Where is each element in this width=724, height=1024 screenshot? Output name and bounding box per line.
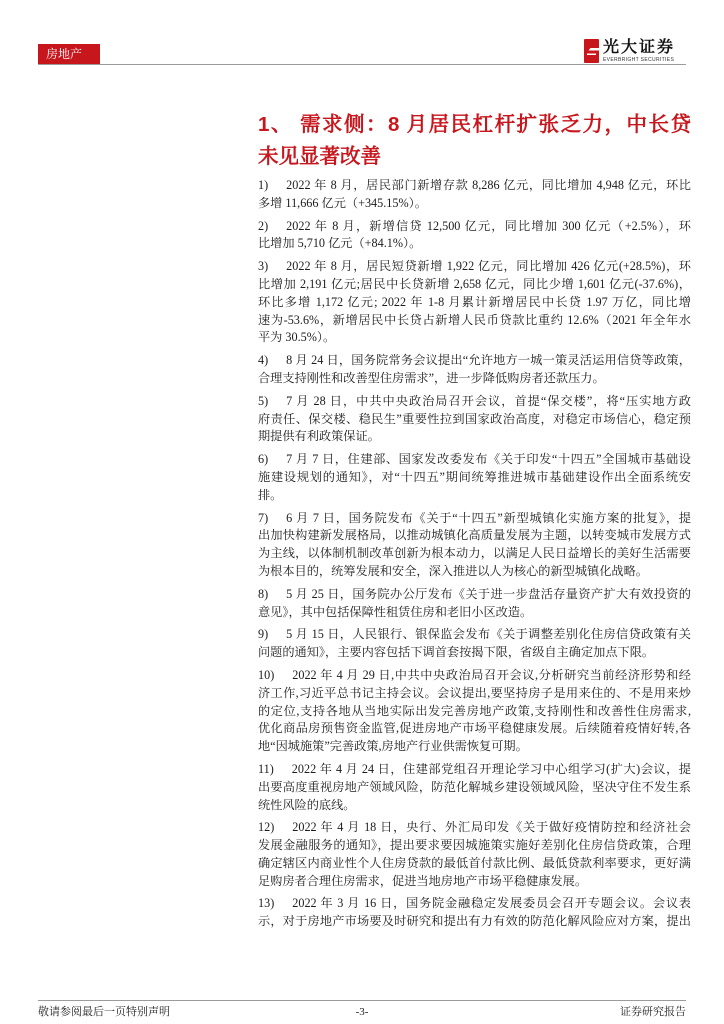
line-text: 2022 年 3 月 16 日，国务院金融稳定发展委员会召开专题会议。会议表 — [292, 896, 691, 911]
paragraph-line — [258, 258, 691, 276]
item-number: 5) — [258, 393, 269, 408]
line-text: 7 月 28 日，中共中央政治局召开会议，首提“保交楼”，将“压实地方政 — [286, 393, 691, 408]
brand-logo — [584, 38, 686, 64]
paragraph-line — [258, 685, 691, 703]
line-text: 济工作,习近平总书记主持会议。会议提出,要坚持房子是用来住的、不是用来炒 — [258, 685, 691, 700]
paragraph-line — [258, 276, 691, 294]
line-text: 的定位,支持各地从当地实际出发完善房地产政策,支持刚性和改善性住房需求, — [258, 703, 691, 718]
paragraph-line — [258, 738, 691, 756]
item-number: 11) — [258, 761, 274, 776]
line-text: 府责任、保交楼、稳民生”重要性拉到国家政治高度，对稳定市场信心，稳定预 — [258, 411, 691, 426]
numbered-paragraph — [258, 819, 691, 890]
line-text: 环比多增 1,172 亿元; 2022 年 1-8 月累计新增居民中长贷 1.97 万亿，同比增 — [258, 294, 691, 309]
numbered-paragraph — [258, 626, 691, 662]
line-text: 比增加 5,710 亿元（+84.1%）。 — [258, 236, 422, 251]
numbered-paragraph — [258, 393, 691, 446]
footer-disclaimer: 敬请参阅最后一页特别声明 — [38, 1006, 170, 1018]
line-text: 2022 年 4 月 18 日，央行、外汇局印发《关于做好疫情防控和经济社会 — [292, 820, 691, 835]
line-text: 7 月 7 日，住建部、国家发改委发布《关于印发“十四五”全国城市基础设 — [286, 452, 691, 467]
paragraph-line — [258, 451, 691, 469]
paragraph-line — [258, 913, 691, 931]
line-text: 确定辖区内商业性个人住房贷款的最低首付款比例、最低贷款利率要求，更好满 — [258, 855, 691, 870]
logo-name: 光大证券 — [603, 39, 676, 56]
paragraph-line — [258, 895, 691, 913]
line-text: 6 月 7 日，国务院发布《关于“十四五”新型城镇化实施方案的批复》，提 — [286, 510, 691, 525]
footer-doc-type: 证券研究报告 — [620, 1006, 686, 1018]
paragraph-line — [258, 469, 691, 487]
paragraph-line — [258, 703, 691, 721]
paragraph-line — [258, 370, 691, 388]
item-number: 12) — [258, 820, 275, 835]
paragraph-line — [258, 195, 691, 213]
paragraph-line — [258, 352, 691, 370]
numbered-paragraph — [258, 761, 691, 814]
item-number: 1) — [258, 178, 269, 192]
page-number: -3- — [355, 1006, 369, 1018]
paragraph-line — [258, 411, 691, 429]
item-number: 3) — [258, 259, 269, 274]
paragraph-line — [258, 837, 691, 855]
paragraph-line — [258, 428, 691, 446]
paragraph-line — [258, 626, 691, 644]
line-text: 出加快构建新发展格局，以推动城镇化高质量发展为主题，以转变城市发展方式 — [258, 528, 691, 543]
numbered-paragraph — [258, 258, 691, 347]
paragraph-line — [258, 779, 691, 797]
line-text: 2022 年 8 月，居民部门新增存款 8,286 亿元，同比增加 4,948 亿元，环比 — [286, 178, 691, 192]
paragraph-line — [258, 235, 691, 253]
paragraph-line — [258, 527, 691, 545]
line-text: 5 月 15 日，人民银行、银保监会发布《关于调整差别化住房信贷政策有关 — [286, 627, 691, 642]
line-text: 为主线，以体制机制改革创新为根本动力，以满足人民日益增长的美好生活需要 — [258, 546, 691, 561]
paragraph-line — [258, 545, 691, 563]
numbered-paragraph — [258, 352, 691, 388]
paragraph-line — [258, 644, 691, 662]
line-text: 问题的通知》，主要内容包括下调首套按揭下限，省级自主确定加点下限。 — [258, 645, 655, 660]
line-text: 地“因城施策”完善政策,房地产行业供需恢复可期。 — [258, 739, 528, 754]
item-number: 10) — [258, 667, 275, 682]
line-text: 排。 — [258, 487, 283, 502]
paragraph-line — [258, 819, 691, 837]
line-text: 2022 年 4 月 24 日，住建部党组召开理论学习中心组学习(扩大)会议，提 — [291, 761, 691, 776]
line-text: 比增加 2,191 亿元;居民中长贷新增 2,658 亿元，同比少增 1,601 亿元(-37.6%)， — [258, 276, 691, 291]
line-text: 速为-53.6%，新增居民中长贷占新增人民币贷款比重约 12.6%（2021 年全年水 — [258, 312, 691, 327]
item-number: 6) — [258, 452, 269, 467]
footer-divider — [38, 1000, 686, 1001]
line-text: 多增 11,666 亿元（+345.15%）。 — [258, 195, 427, 210]
line-text: 出要高度重视房地产领域风险，防范化解城乡建设领域风险，坚决守住不发生系 — [258, 779, 691, 794]
paragraph-line — [258, 797, 691, 815]
paragraph-line — [258, 667, 691, 685]
paragraph-line — [258, 510, 691, 528]
paragraph-line — [258, 586, 691, 604]
item-number: 4) — [258, 353, 269, 368]
paragraph-line — [258, 294, 691, 312]
line-text: 2022 年 4 月 29 日,中共中央政治局召开会议,分析研究当前经济形势和经 — [292, 667, 691, 682]
line-text: 示，对于房地产市场要及时研究和提出有力有效的防范化解风险应对方案，提出 — [258, 914, 691, 929]
paragraph-line — [258, 487, 691, 505]
section-title — [258, 109, 691, 173]
line-text: 2022 年 8 月，新增信贷 12,500 亿元，同比增加 300 亿元（+2.5%），环 — [286, 218, 691, 233]
line-text: 发展金融服务的通知》，提出要求要因城施策实施好差别化住房信贷政策，合理 — [258, 838, 691, 853]
numbered-paragraph — [258, 667, 691, 756]
paragraph-line — [258, 563, 691, 581]
line-text: 5 月 25 日，国务院办公厅发布《关于进一步盘活存量资产扩大有效投资的 — [286, 586, 691, 601]
paragraph-line — [258, 329, 691, 347]
line-text: 期提供有利政策保证。 — [258, 429, 380, 444]
numbered-paragraph — [258, 586, 691, 622]
numbered-paragraph — [258, 510, 691, 581]
line-text: 2022 年 8 月，居民短贷新增 1,922 亿元，同比增加 426 亿元(+28.5%)，环 — [286, 259, 691, 274]
line-text: 8 月 24 日，国务院常务会议提出“允许地方一城一策灵活运用信贷等政策， — [286, 353, 691, 368]
everbright-logo-icon — [584, 39, 599, 63]
numbered-paragraph — [258, 177, 691, 213]
paragraph-line — [258, 873, 691, 891]
line-text: 为根本目的，统筹发展和安全，深入推进以人为核心的新型城镇化战略。 — [258, 563, 648, 578]
paragraph-line — [258, 312, 691, 330]
logo-subtitle: EVERBRIGHT SECURITIES — [603, 57, 675, 63]
paragraph-line — [258, 761, 691, 779]
numbered-paragraph — [258, 451, 691, 504]
paragraph-line — [258, 720, 691, 738]
paragraph-line — [258, 393, 691, 411]
item-number: 8) — [258, 586, 269, 601]
paragraph-line — [258, 218, 691, 236]
item-number: 7) — [258, 510, 269, 525]
line-text: 施建设规划的通知》，对“十四五”期间统筹推进城市基础建设作出全面系统安 — [258, 469, 691, 484]
header-divider — [38, 64, 686, 65]
item-number: 2) — [258, 218, 269, 233]
section-title-line: 1、 需求侧：8 月居民杠杆扩张乏力，中长贷 — [258, 113, 691, 136]
numbered-paragraph — [258, 895, 691, 931]
numbered-paragraph — [258, 218, 691, 254]
line-text: 足购房者合理住房需求，促进当地房地产市场平稳健康发展。 — [258, 873, 588, 888]
section-title-line: 未见显著改善 — [258, 145, 381, 168]
line-text: 统性风险的底线。 — [258, 797, 356, 812]
paragraph-line — [258, 177, 691, 195]
paragraph-line — [258, 855, 691, 873]
item-number: 9) — [258, 627, 269, 642]
line-text: 意见》，其中包括保障性租赁住房和老旧小区改造。 — [258, 604, 533, 619]
line-text: 优化商品房预售资金监管,促进房地产市场平稳健康发展。后续随着疫情好转,各 — [258, 721, 691, 736]
section-tag: 房地产 — [38, 44, 100, 64]
body-text — [258, 177, 691, 936]
paragraph-line — [258, 604, 691, 622]
line-text: 平为 30.5%）。 — [258, 330, 336, 345]
item-number: 13) — [258, 896, 275, 911]
line-text: 合理支持刚性和改善型住房需求”，进一步降低购房者还款压力。 — [258, 370, 605, 385]
